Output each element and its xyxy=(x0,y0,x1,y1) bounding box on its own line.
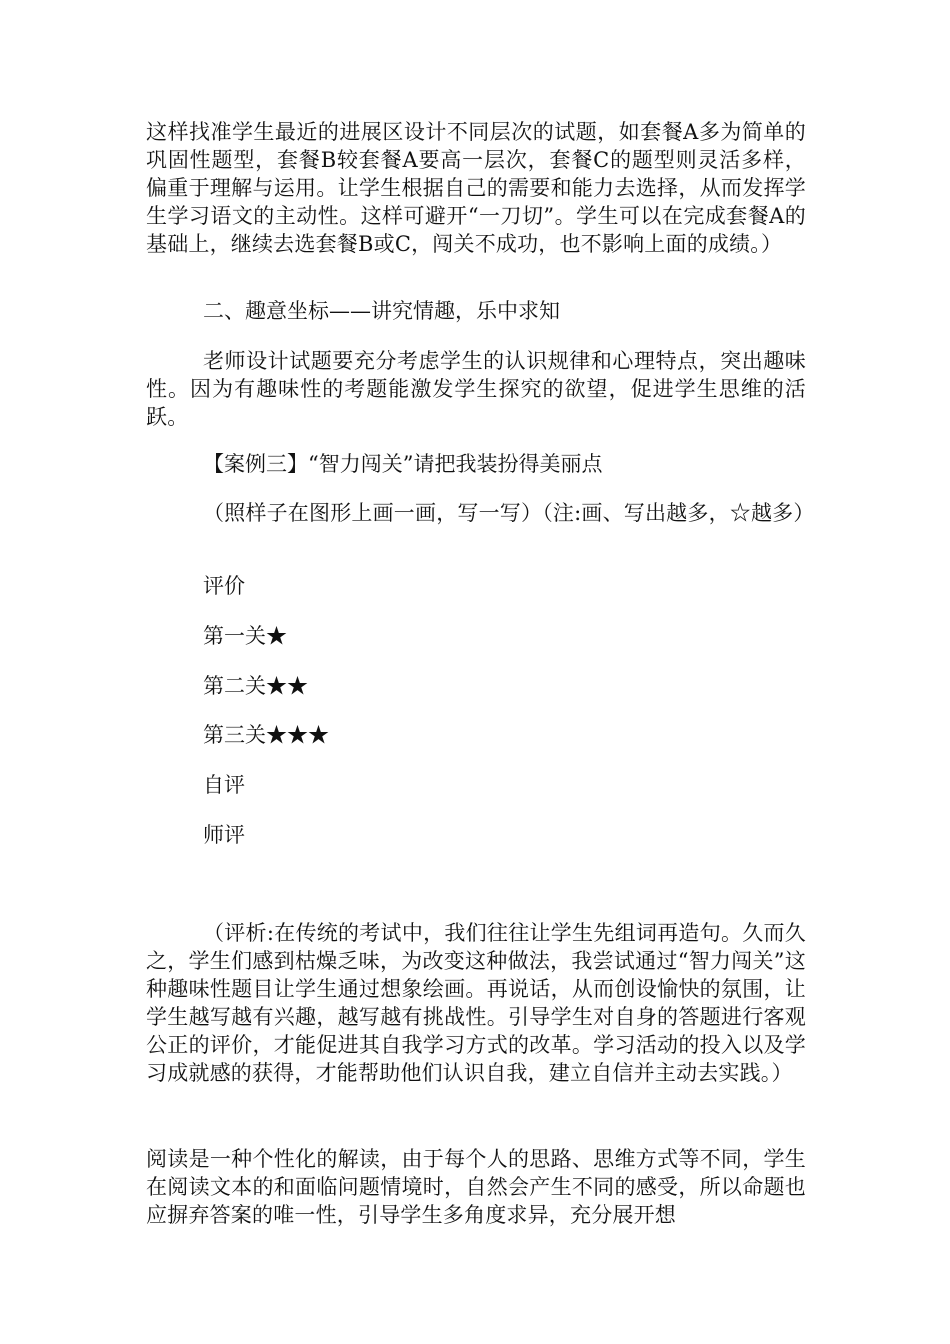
paragraph-test-design-fun: 老师设计试题要充分考虑学生的认识规律和心理特点，突出趣味性。因为有趣味性的考题能激发学生探究的欲望，促进学生思维的活跃。 xyxy=(146,349,806,429)
paragraph-tiered-tests: 这样找准学生最近的进展区设计不同层次的试题，如套餐A多为简单的巩固性题型，套餐B较套餐A要高一层次，套餐C的题型则灵活多样，偏重于理解与运用。让学生根据自己的需要和能力去选择，从而发挥学生学习语文的主动性。这样可避开“一刀切”。学生可以在完成套餐A的基础上，继续去选套餐B或C，闯关不成功，也不影响上面的成绩。） xyxy=(146,120,806,256)
self-evaluation-label: 自评 xyxy=(203,773,245,797)
section-heading-fun-coordinates: 二、趣意坐标——讲究情趣，乐中求知 xyxy=(203,299,560,323)
paragraph-analysis: （评析:在传统的考试中，我们往往让学生先组词再造句。久而久之，学生们感到枯燥乏味，为改变这种做法，我尝试通过“智力闯关”这种趣味性题目让学生通过想象绘画。再说话，从而创设愉快的氛围，让学生越写越有兴趣，越写越有挑战性。引导学生对自身的答题进行客观公正的评价，才能促进其自我学习方式的改革。学习活动的投入以及学习成就感的获得，才能帮助他们认识自我，建立自信并主动去实践。） xyxy=(146,921,806,1085)
level-two-item: 第二关★★ xyxy=(203,674,308,698)
teacher-evaluation-label: 师评 xyxy=(203,823,245,847)
case-three-title: 【案例三】“智力闯关”请把我装扮得美丽点 xyxy=(203,452,603,476)
level-one-item: 第一关★ xyxy=(203,624,287,648)
level-three-item: 第三关★★★ xyxy=(203,723,329,747)
case-three-instruction: （照样子在图形上画一画，写一写）（注:画、写出越多，☆越多） xyxy=(203,501,815,525)
evaluation-label: 评价 xyxy=(203,574,245,598)
paragraph-reading-personalized: 阅读是一种个性化的解读，由于每个人的思路、思维方式等不同，学生在阅读文本的和面临问题情境时，自然会产生不同的感受，所以命题也应摒弃答案的唯一性，引导学生多角度求异，充分展开想 xyxy=(146,1147,806,1227)
